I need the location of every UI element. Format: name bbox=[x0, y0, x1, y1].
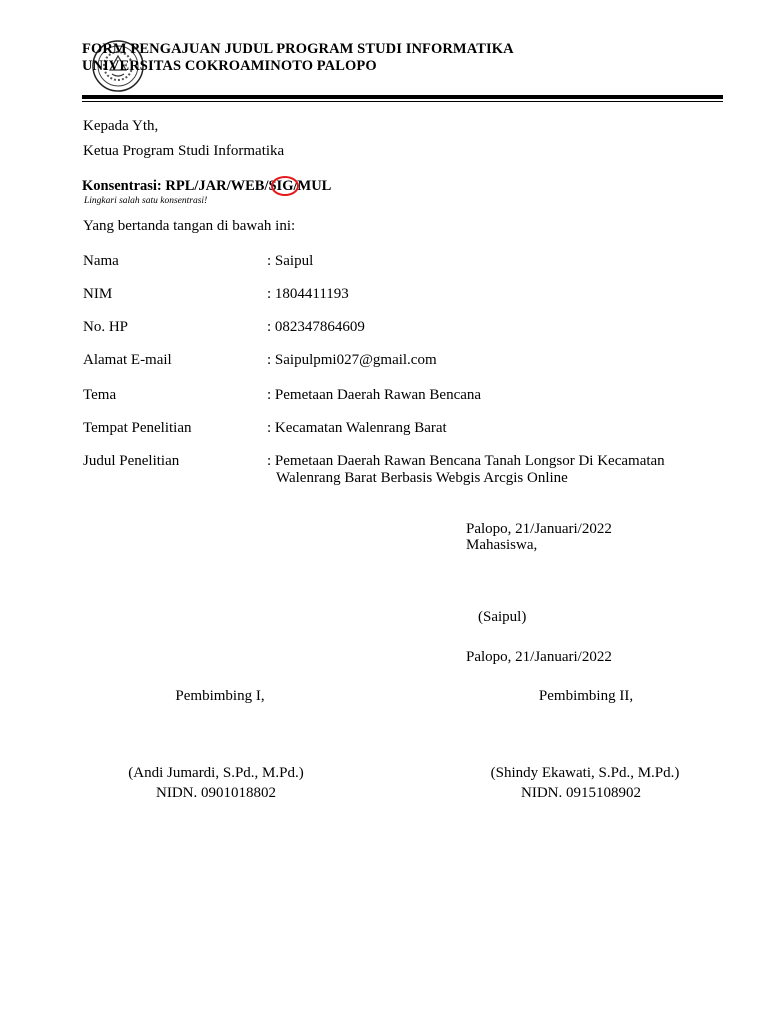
field-label-email: Alamat E-mail bbox=[83, 352, 172, 368]
field-label-tema: Tema bbox=[83, 387, 117, 403]
field-value-nama: : Saipul bbox=[267, 253, 314, 269]
field-label-nama: Nama bbox=[83, 253, 119, 269]
header-rule-thick bbox=[82, 95, 723, 99]
intro-text: Yang bertanda tangan di bawah ini: bbox=[83, 218, 296, 234]
salutation-recipient: Ketua Program Studi Informatika bbox=[83, 143, 285, 159]
supervisor-1-nidn: NIDN. 0901018802 bbox=[156, 785, 276, 801]
field-label-judul: Judul Penelitian bbox=[83, 453, 180, 469]
supervisor-2-name: (Shindy Ekawati, S.Pd., M.Pd.) bbox=[490, 765, 680, 781]
field-value-hp: : 082347864609 bbox=[267, 319, 365, 335]
salutation-to: Kepada Yth, bbox=[83, 118, 159, 134]
field-value-nim: : 1804411193 bbox=[267, 286, 349, 302]
supervisor-1-role: Pembimbing I, bbox=[175, 688, 265, 704]
field-value-email: : Saipulpmi027@gmail.com bbox=[267, 352, 437, 368]
field-label-hp: No. HP bbox=[83, 319, 129, 335]
supervisor-1-name: (Andi Jumardi, S.Pd., M.Pd.) bbox=[128, 765, 304, 781]
selection-circle-mark bbox=[271, 176, 299, 196]
field-value-tempat: : Kecamatan Walenrang Barat bbox=[267, 420, 447, 436]
university-name: UNIVERSITAS COKROAMINOTO PALOPO bbox=[82, 58, 377, 74]
student-name: (Saipul) bbox=[478, 609, 527, 625]
konsentrasi-line: Konsentrasi: RPL/JAR/WEB/SIG/MUL bbox=[82, 178, 332, 194]
field-value-tema: : Pemetaan Daerah Rawan Bencana bbox=[267, 387, 482, 403]
supervisor-2-nidn: NIDN. 0915108902 bbox=[521, 785, 641, 801]
supervisor-place-date: Palopo, 21/Januari/2022 bbox=[466, 649, 612, 665]
supervisor-2-role: Pembimbing II, bbox=[538, 688, 634, 704]
field-label-tempat: Tempat Penelitian bbox=[83, 420, 192, 436]
header-rule-thin bbox=[82, 101, 723, 102]
konsentrasi-note: Lingkari salah satu konsentrasi! bbox=[84, 196, 208, 206]
form-title: FORM PENGAJUAN JUDUL PROGRAM STUDI INFORMATIKA bbox=[82, 41, 514, 57]
field-value-judul-line1: : Pemetaan Daerah Rawan Bencana Tanah Longsor Di Kecamatan bbox=[267, 453, 665, 469]
field-label-nim: NIM bbox=[83, 286, 113, 302]
student-place-date: Palopo, 21/Januari/2022 bbox=[466, 521, 612, 537]
field-value-judul-line2: Walenrang Barat Berbasis Webgis Arcgis Online bbox=[276, 470, 568, 486]
student-role: Mahasiswa, bbox=[466, 537, 538, 553]
